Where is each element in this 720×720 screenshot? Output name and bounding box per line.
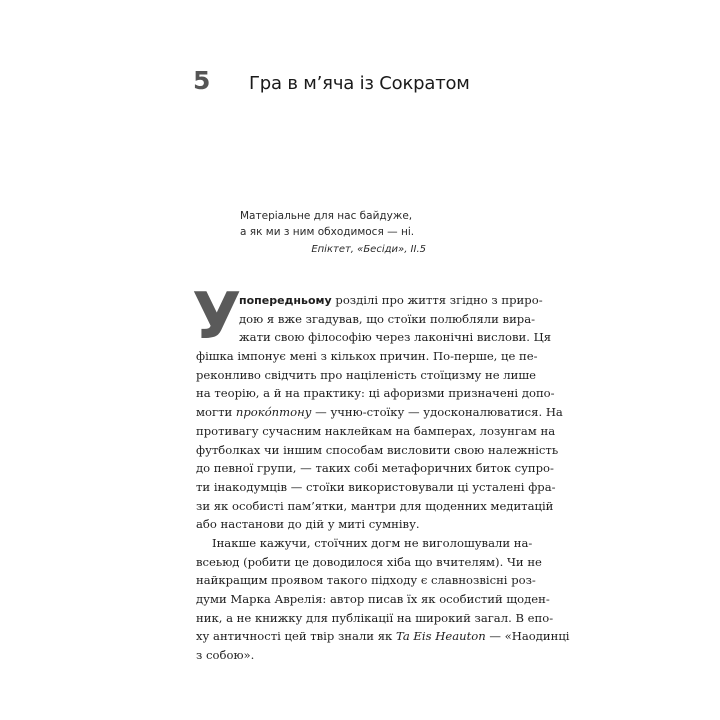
text-line: Інакше кажучи, стоїчних догм не виголошували на-	[212, 535, 533, 550]
text-line: фішка імпонує мені з кількох причин. По-перше, це пе-	[196, 349, 538, 364]
text-line	[196, 627, 570, 646]
epigraph-line: а як ми з ним обходимося — ні.	[240, 226, 415, 238]
text-span: ху античності цей твір знали як	[196, 629, 396, 644]
text-line: з собою».	[196, 648, 255, 663]
body-text	[192, 280, 570, 665]
text-line: жати свою філософію через лаконічні вислови. Ця	[239, 330, 552, 345]
drop-cap: У	[192, 280, 242, 354]
epigraph-source: Епіктет, «Бесіди», II.5	[311, 244, 426, 255]
chapter-number: 5	[193, 66, 211, 95]
text-line: дою я вже згадував, що стоїки полюбляли вира-	[239, 311, 536, 326]
text-line: футболках чи іншим способам висловити свою належність	[196, 442, 559, 457]
text-line: всеьюд (робити це доводилося хіба що вчителям). Чи не	[196, 554, 542, 569]
text-line: найкращим проявом такого підходу є славнозвісні роз-	[196, 573, 536, 588]
text-line: до певної групи, — таких собі метафоричних биток супро-	[196, 461, 554, 476]
epigraph-line: Матеріальне для нас байдуже,	[240, 210, 413, 222]
text-line: думи Марка Аврелія: автор писав їх як особистий щоден-	[196, 592, 550, 606]
text-line: ти інакодумців — стоїки використовували ці усталені фра-	[196, 479, 556, 494]
italic-title: Ta Eis Heauton	[395, 629, 486, 644]
text-line: зи як особисті пам’ятки, мантри для щоденних медитацій	[196, 498, 554, 513]
text-line: або настанови до дій у миті сумніву.	[196, 517, 420, 532]
text-span: розділі про життя згідно з приро-	[331, 293, 543, 307]
text-span: могти	[196, 405, 236, 420]
chapter-header	[193, 66, 470, 95]
text-line: противагу сучасним наклейкам на бамперах, лозунгам на	[196, 423, 556, 438]
text-line	[196, 403, 563, 422]
paragraph-2	[196, 534, 570, 665]
text-line: реконливо свідчить про націленість стоїцизму не лише	[196, 367, 537, 382]
text-span: — «Наодинці	[485, 629, 570, 644]
chapter-title: Гра в м’яча із Сократом	[249, 73, 470, 94]
text-line: ник, а не книжку для публікації на широкий загал. В епо-	[196, 610, 554, 625]
lead-in-bold: попередньому	[239, 294, 332, 307]
text-span: — учню-стоїку — удосконалюватися. На	[311, 405, 563, 420]
text-line	[196, 291, 543, 310]
text-line: на теорію, а й на практику: ці афоризми призначені допо-	[196, 386, 555, 401]
italic-term: прокóптону	[235, 405, 312, 420]
paragraph-1	[196, 291, 563, 534]
epigraph	[240, 208, 440, 258]
